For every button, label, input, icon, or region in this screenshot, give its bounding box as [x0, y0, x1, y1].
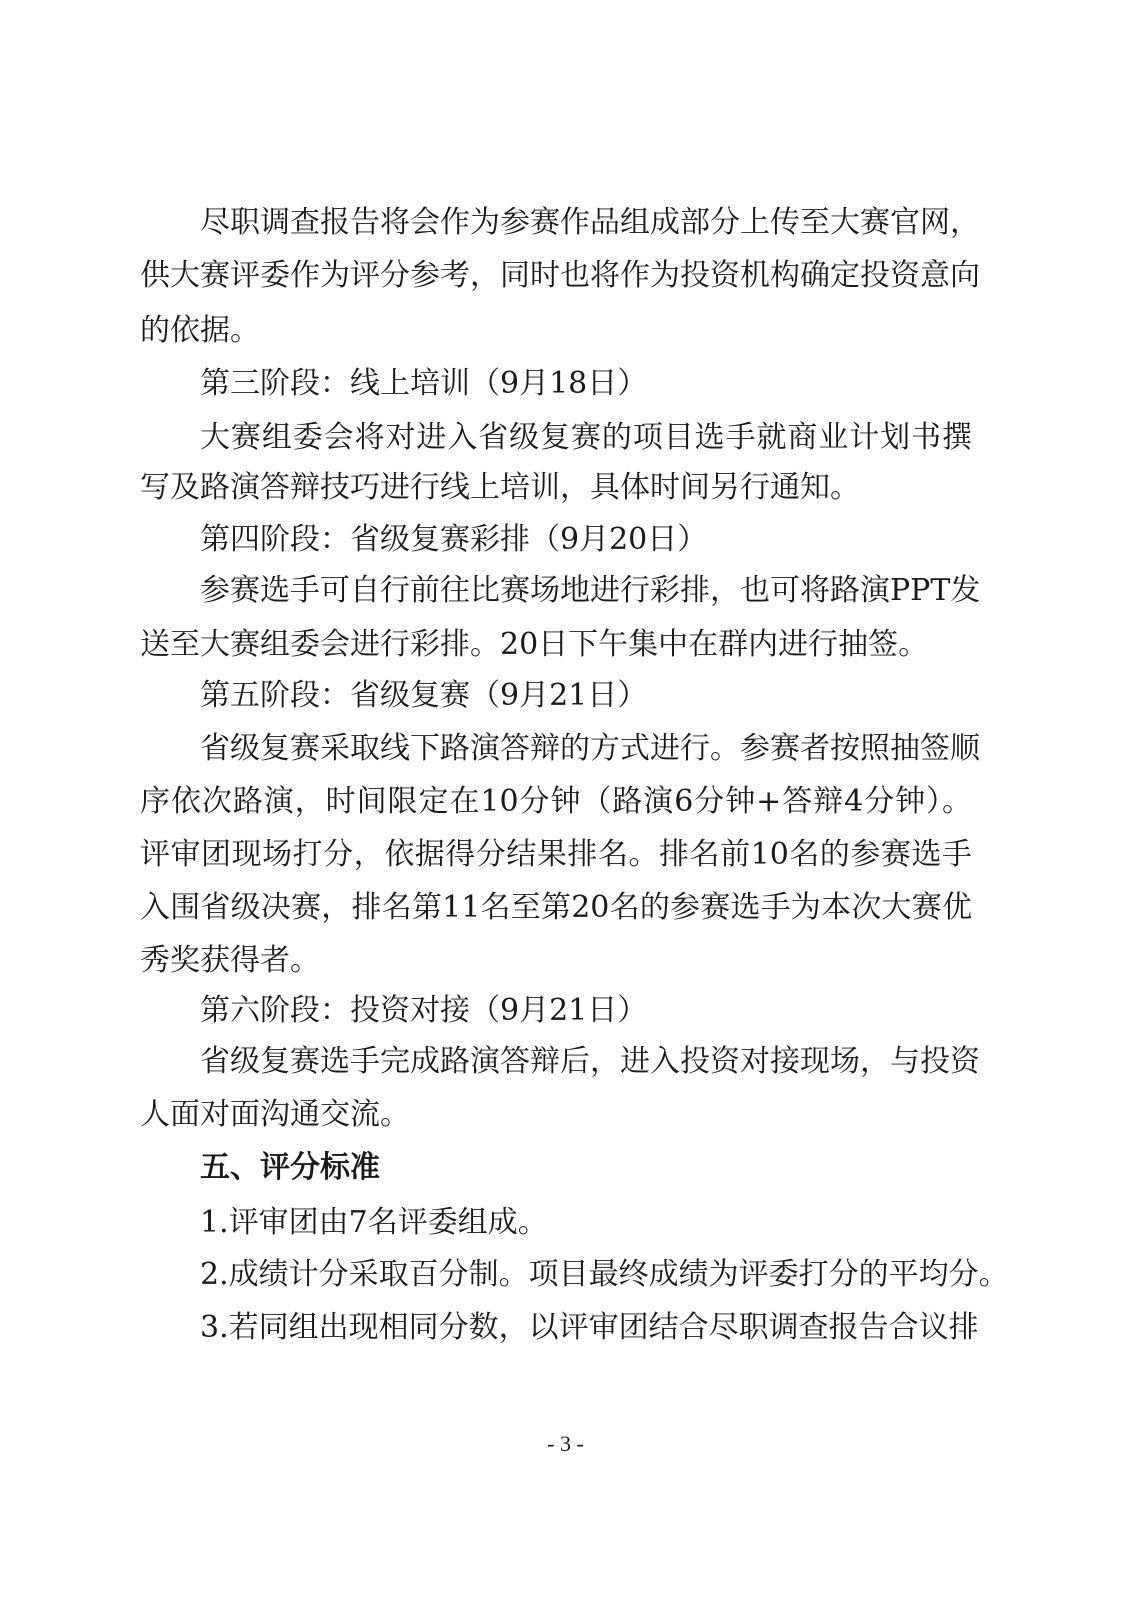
paragraph-line: 的依据。 [140, 313, 260, 348]
section-heading: 第三阶段：线上培训（9月18日） [200, 366, 648, 401]
paragraph-line: 评审团现场打分，依据得分结果排名。排名前10名的参赛选手 [140, 837, 972, 872]
paragraph-line: 序依次路演，时间限定在10分钟（路演6分钟+答辩4分钟）。 [140, 784, 972, 819]
paragraph-line: 参赛选手可自行前往比赛场地进行彩排，也可将路演PPT发 [200, 573, 981, 608]
page-number: - 3 - [547, 1431, 584, 1456]
paragraph-line: 大赛组委会将对进入省级复赛的项目选手就商业计划书撰 [200, 420, 972, 455]
list-item: 3.若同组出现相同分数，以评审团结合尽职调查报告合议排 [200, 1310, 979, 1345]
paragraph-line: 省级复赛采取线下路演答辩的方式进行。参赛者按照抽签顺 [200, 731, 980, 766]
list-item: 1.评审团由7名评委组成。 [200, 1205, 548, 1240]
paragraph-line: 秀奖获得者。 [140, 943, 320, 978]
paragraph-line: 人面对面沟通交流。 [140, 1097, 410, 1132]
paragraph-line: 尽职调查报告将会作为参赛作品组成部分上传至大赛官网， [200, 205, 980, 240]
paragraph-line: 供大赛评委作为评分参考，同时也将作为投资机构确定投资意向 [140, 258, 980, 293]
paragraph-line: 省级复赛选手完成路演答辩后，进入投资对接现场，与投资 [200, 1044, 980, 1079]
paragraph-line: 送至大赛组委会进行彩排。20日下午集中在群内进行抽签。 [140, 627, 929, 662]
section-heading: 第五阶段：省级复赛（9月21日） [200, 678, 648, 713]
section-heading: 第六阶段：投资对接（9月21日） [200, 993, 648, 1028]
section-heading: 第四阶段：省级复赛彩排（9月20日） [200, 522, 708, 557]
list-item: 2.成绩计分采取百分制。项目最终成绩为评委打分的平均分。 [200, 1257, 1009, 1292]
paragraph-line: 入围省级决赛，排名第11名至第20名的参赛选手为本次大赛优 [140, 890, 972, 925]
paragraph-line: 写及路演答辩技巧进行线上培训，具体时间另行通知。 [140, 470, 860, 505]
section-title: 五、评分标准 [200, 1150, 380, 1185]
